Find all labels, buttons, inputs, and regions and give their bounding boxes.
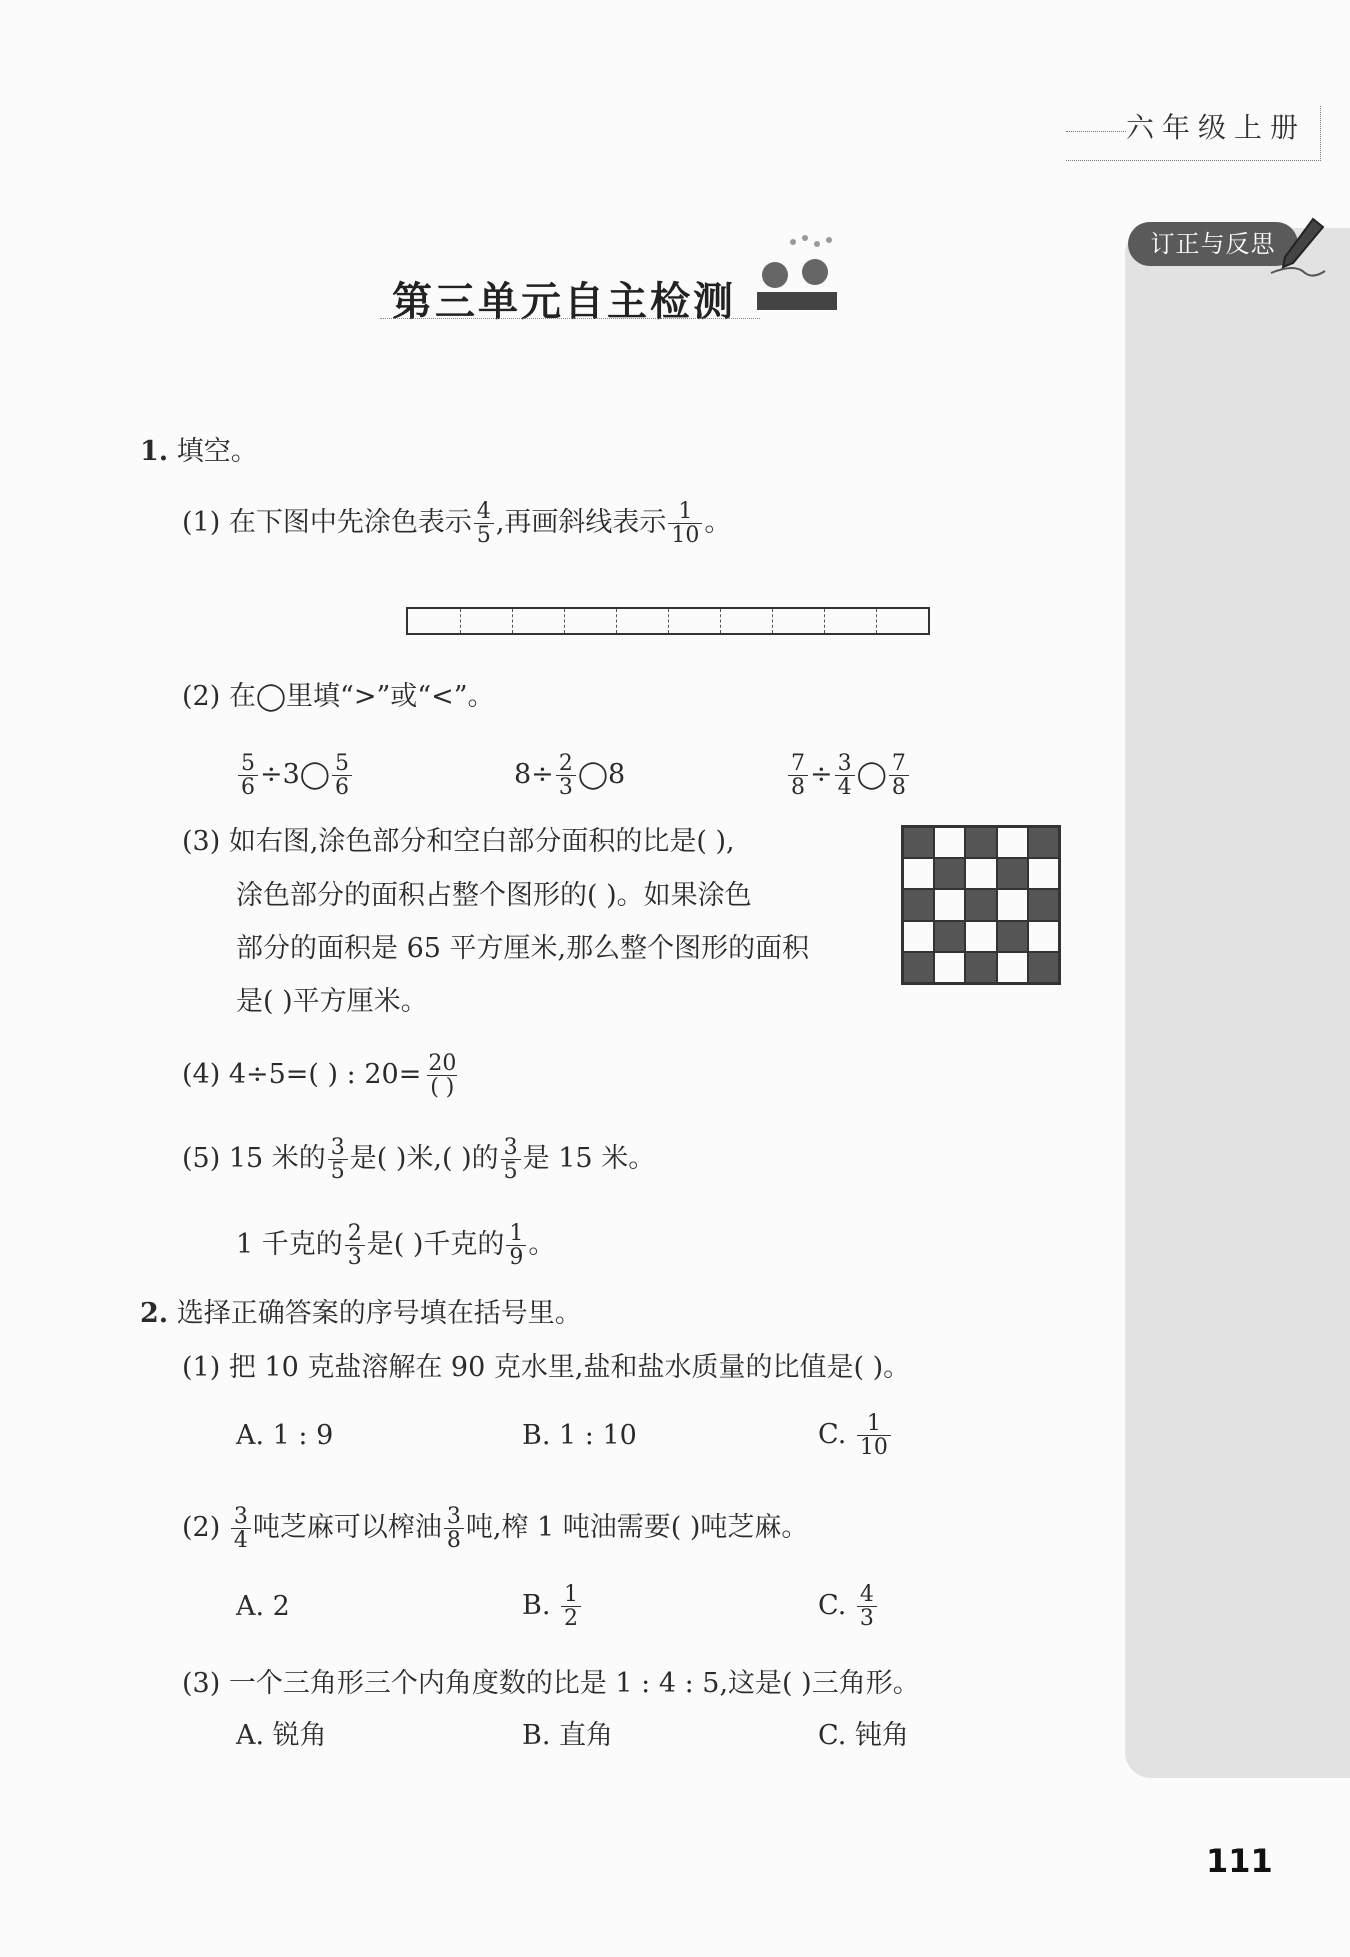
checker-grid bbox=[901, 825, 1061, 985]
q2-1-option-c[interactable]: C. $\frac{1}{10}$ bbox=[818, 1412, 893, 1459]
q2-3-option-b[interactable]: B. 直角 bbox=[522, 1720, 614, 1751]
q2-1-text: (1) 把 10 克盐溶解在 90 克水里,盐和盐水质量的比值是( )。 bbox=[182, 1352, 911, 1383]
q1-3-line1: (3) 如右图,涂色部分和空白部分面积的比是( ), bbox=[182, 826, 735, 857]
q2-3-option-c[interactable]: C. 钝角 bbox=[818, 1720, 909, 1751]
q1-2-expr-3[interactable]: $\frac{7}{8}$ ÷ $\frac{3}{4}$ ◯ $\frac{7}{8}$ bbox=[786, 752, 911, 799]
q2-2-option-c[interactable]: C. $\frac{4}{3}$ bbox=[818, 1583, 879, 1630]
q1-heading: 1. 填空。 bbox=[140, 436, 258, 467]
q2-3-option-a[interactable]: A. 锐角 bbox=[236, 1720, 327, 1751]
q1-5-line2: 1 千克的 $\frac{2}{3}$ 是( )千克的 $\frac{1}{9}$ 。 bbox=[236, 1221, 556, 1271]
q1-2-text: (2) 在◯里填“>”或“<”。 bbox=[182, 681, 495, 712]
q1-3-line4: 是( )平方厘米。 bbox=[236, 986, 428, 1017]
q2-2-option-a[interactable]: A. 2 bbox=[236, 1591, 290, 1622]
q1-5-line1: (5) 15 米的 $\frac{3}{5}$ 是( )米,( )的 $\frac{3}{5}$ 是 15 米。 bbox=[182, 1135, 656, 1185]
q2-2-text: (2) $\frac{3}{4}$ 吨芝麻可以榨油 $\frac{3}{8}$ 吨,榨 1 吨油需要( )吨芝麻。 bbox=[182, 1504, 809, 1554]
correction-column bbox=[1125, 228, 1350, 1778]
fraction-strip[interactable] bbox=[406, 607, 930, 635]
q1-3-line3: 部分的面积是 65 平方厘米,那么整个图形的面积 bbox=[236, 933, 810, 964]
q2-heading: 2. 选择正确答案的序号填在括号里。 bbox=[140, 1298, 582, 1329]
q1-2-expr-2[interactable]: 8÷ $\frac{2}{3}$ ◯8 bbox=[514, 751, 626, 801]
q1-3-line2: 涂色部分的面积占整个图形的( )。如果涂色 bbox=[236, 880, 752, 911]
q1-1-text: (1) 在下图中先涂色表示 $\frac{4}{5}$ ,再画斜线表示 $\frac{1}{10}$ 。 bbox=[182, 499, 732, 549]
page-title: 第三单元自主检测 bbox=[392, 278, 736, 325]
kids-reading-icon bbox=[745, 230, 855, 320]
q1-2-expr-1[interactable]: $\frac{5}{6}$ ÷3◯ $\frac{5}{6}$ bbox=[236, 752, 354, 799]
q2-2-option-b[interactable]: B. $\frac{1}{2}$ bbox=[522, 1583, 583, 1630]
grade-header bbox=[1066, 106, 1321, 161]
correction-tab: 订正与反思 bbox=[1128, 222, 1298, 266]
q1-4-text: (4) 4÷5=( ) : 20= 20 ( ) bbox=[182, 1051, 457, 1101]
grade-label: 六年级上册 bbox=[1125, 111, 1306, 144]
q2-1-option-a[interactable]: A. 1 : 9 bbox=[236, 1420, 334, 1451]
q2-3-text: (3) 一个三角形三个内角度数的比是 1 : 4 : 5,这是( )三角形。 bbox=[182, 1668, 920, 1699]
page-number: 111 bbox=[1206, 1842, 1273, 1880]
q2-1-option-b[interactable]: B. 1 : 10 bbox=[522, 1420, 637, 1451]
pen-icon bbox=[1265, 215, 1335, 285]
